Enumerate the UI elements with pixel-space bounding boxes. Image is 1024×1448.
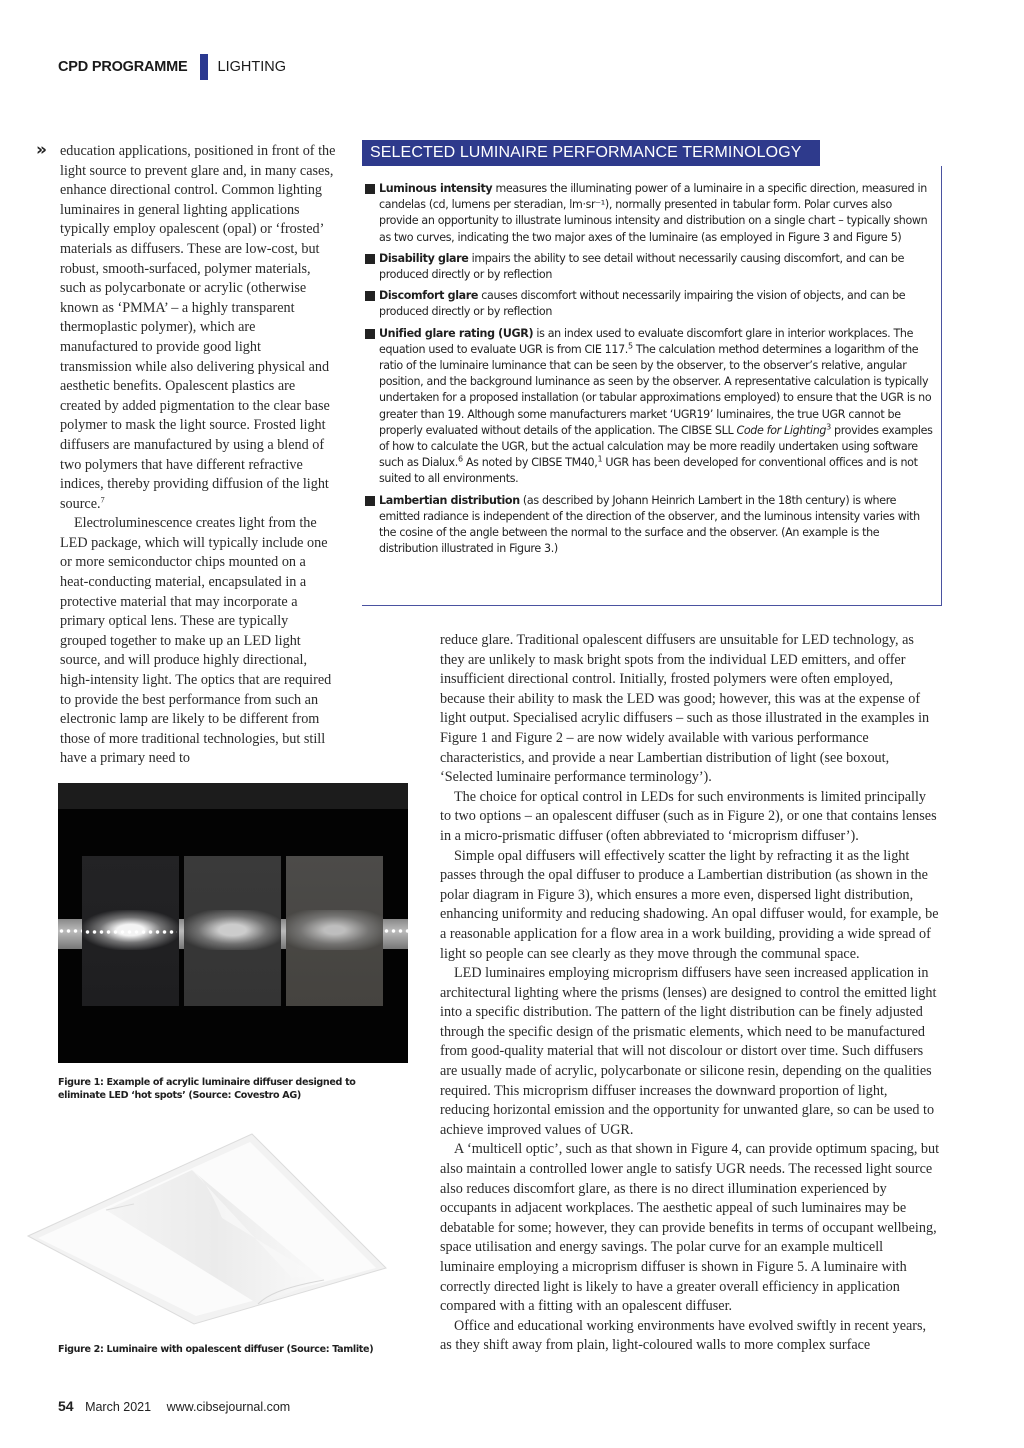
square-bullet-icon (365, 329, 375, 339)
figure-1-caption: Figure 1: Example of acrylic luminaire diffuser designed to eliminate LED ‘hot spots’ (Source: Covestro AG) (58, 1077, 356, 1101)
figure-1-led-diffuser-photo (58, 783, 408, 1063)
body-paragraph: LED luminaires employing microprism diffusers have seen increased application in architectural lighting where the prisms (lenses) are designed to control the emitted light into a specific distribution. The pattern of the light distribution can be finely adjusted through the specific design of the prismatic elements, which need to be manufactured from good-quality material that will not discolour or distort over time. Such diffusers are usually made of acrylic, polycarbonate or silicone resin, depending on the qualities required. This microprism diffuser increases the downward proportion of light, reducing horizontal emission and the opportunity for unwanted glare, so can be used to achieve improved values of UGR. (440, 965, 937, 1138)
body-paragraph: The choice for optical control in LEDs for such environments is limited principally to two options – an opalescent diffuser (such as in Figure 2), or one that contains lenses in a micro-prismatic diffuser (often abbreviated to ‘microprism diffuser’). (440, 788, 937, 844)
page-footer (58, 1398, 290, 1414)
running-header (58, 55, 286, 79)
header-divider-bar (200, 54, 208, 80)
body-paragraph: A ‘multicell optic’, such as that shown in Figure 4, can provide optimum spacing, but also maintain a controlled lower angle to satisfy UGR needs. The recessed light source also reduces discomfort glare, as there is no direct illumination experienced by occupants in adjacent workplaces. The aesthetic appeal of such luminaires may be debatable for some; however, they can provide benefits in terms of occupant wellbeing, space utilisation and energy savings. The polar curve for an example multicell luminaire employing a microprism diffuser is shown in Figure 5. A luminaire with correctly directed light is likely to have a greater overall efficiency in application compared with a fitting with an opalescent diffuser. (440, 1141, 940, 1315)
figure-2-luminaire-photo (24, 1128, 404, 1328)
website-url: www.cibsejournal.com (166, 1400, 291, 1414)
body-paragraph: Simple opal diffusers will effectively scatter the light by refracting it as the light passes through the opal diffuser to produce a Lambertian distribution (as shown in the polar diagram in Figure 3), which ensures a more even, dispersed light distribution, enhancing uniformity and reducing shadowing. An opal diffuser would, for example, be a reasonable application for a flow area in a work building, providing a wide spread of light so people can see clearly as they move through the communal space. (440, 847, 939, 962)
square-bullet-icon (365, 254, 375, 264)
continued-double-chevron-icon: » (36, 140, 47, 160)
term-discomfort-glare: Discomfort glare causes discomfort without necessarily impairing the vision of objects, and can be produced directly or by reflection (365, 288, 933, 320)
square-bullet-icon (365, 184, 375, 194)
term-ugr: Unified glare rating (UGR) is an index used to evaluate discomfort glare in interior workplaces. The equation used to evaluate UGR is from CIE 117.$^5$ The calculation method determines a logarithm of the ratio of the luminaire luminance that can be seen by the observer, to the observer’s relative, angular position, and the background luminance as seen by the observer. A representative calculation is typically undertaken for a proposed installation (or tabular approximations employed) to ensure that the UGR is no greater than 19. Although some manufacturers market ‘UGR19’ luminaires, the true UGR cannot be properly evaluated without details of the application. The CIBSE SLL Code for Lighting$^3$ provides examples of how to calculate the UGR, but the actual calculation may be more readily undertaken using software such as Dialux.$^6$ As noted by CIBSE TM40,$^1$ UGR has been developed for conventional offices and is not suited to all environments. (365, 326, 933, 488)
topic-label: LIGHTING (217, 59, 286, 75)
left-column-text (60, 142, 336, 769)
footnote-ref: 7 (100, 494, 105, 504)
square-bullet-icon (365, 496, 375, 506)
body-paragraph: reduce glare. Traditional opalescent diffusers are unsuitable for LED technology, as they are unlikely to mask bright spots from the individual LED emitters, and offer insufficient directional control. Initially, frosted polymers were often employed, because their ability to mask the LED was good; however, this was at the expense of light output. Specialised acrylic diffusers – such as those illustrated in the examples in Figure 1 and Figure 2 – are now widely available with various performance characteristics, and provide a near Lambertian distribution of light (see boxout, ‘Selected luminaire performance terminology’). (440, 632, 930, 786)
section-label: CPD PROGRAMME (58, 59, 188, 75)
term-luminous-intensity: Luminous intensity measures the illuminating power of a luminaire in a specific direction, measured in candelas (cd, lumens per steradian, lm·sr⁻¹), normally presented in tabular form. Polar curves also provide an opportunity to illustrate luminous intensity and distribution on a single chart – typically shown as two curves, indicating the two major axes of the luminaire (as employed in Figure 3 and Figure 5) (365, 181, 933, 246)
footnote-ref: 1 (597, 454, 603, 464)
body-paragraph: Office and educational working environments have evolved swiftly in recent years, as they shift away from plain, light-coloured walls to more complex surface (440, 1317, 927, 1354)
figure-2-caption: Figure 2: Luminaire with opalescent diffuser (Source: Tamlite) (58, 1344, 374, 1355)
square-bullet-icon (365, 291, 375, 301)
page-number: 54 (58, 1398, 74, 1414)
term-lambertian-distribution: Lambertian distribution (as described by Johann Heinrich Lambert in the 18th century) is where emitted radiance is independent of the direction of the observer, and the luminous intensity varies with the cosine of the angle between the normal to the surface and the observer. (An example is the distribution illustrated in Figure 3.) (365, 493, 933, 558)
footnote-ref: 6 (457, 454, 463, 464)
term-disability-glare: Disability glare impairs the ability to see detail without necessarily causing discomfort, and can be produced directly or by reflection (365, 251, 933, 283)
footnote-ref: 5 (627, 341, 633, 351)
footnote-ref: 3 (826, 422, 831, 432)
right-column-text (440, 631, 940, 1356)
issue-date: March 2021 (85, 1400, 152, 1414)
body-paragraph: Electroluminescence creates light from the LED package, which will typically include one or more semiconductor chips mounted on a heat-conducting material, encapsulated in a protective material that may incorporate a primary optical lens. These are typically grouped together to make up an LED light source, and will produce highly directional, high-intensity light. The optics that are required to provide the best performance from such an electronic lamp are likely to be different from those of more traditional technologies, but still have a primary need to (60, 515, 332, 767)
body-paragraph: education applications, positioned in front of the light source to prevent glare and, in many cases, enhance directional control. Common lighting luminaires in general lighting applications typically employ opalescent (opal) or ‘frosted’ materials as diffusers. These are low-cost, but robust, smooth-surfaced, polymer materials, such as polycarbonate or acrylic (otherwise known as ‘PMMA’ – a highly transparent thermoplastic polymer), which are manufactured to provide good light transmission while also delivering physical and aesthetic benefits. Opalescent plastics are created by added pigmentation to the clear base polymer to mask the light source. Frosted light diffusers are manufactured by using a blend of two polymers that have different refractive indices, thereby providing diffusion of the light source.$^7$ (60, 143, 336, 512)
boxout-title: SELECTED LUMINAIRE PERFORMANCE TERMINOLOGY (362, 140, 820, 166)
terminology-boxout (362, 166, 942, 606)
